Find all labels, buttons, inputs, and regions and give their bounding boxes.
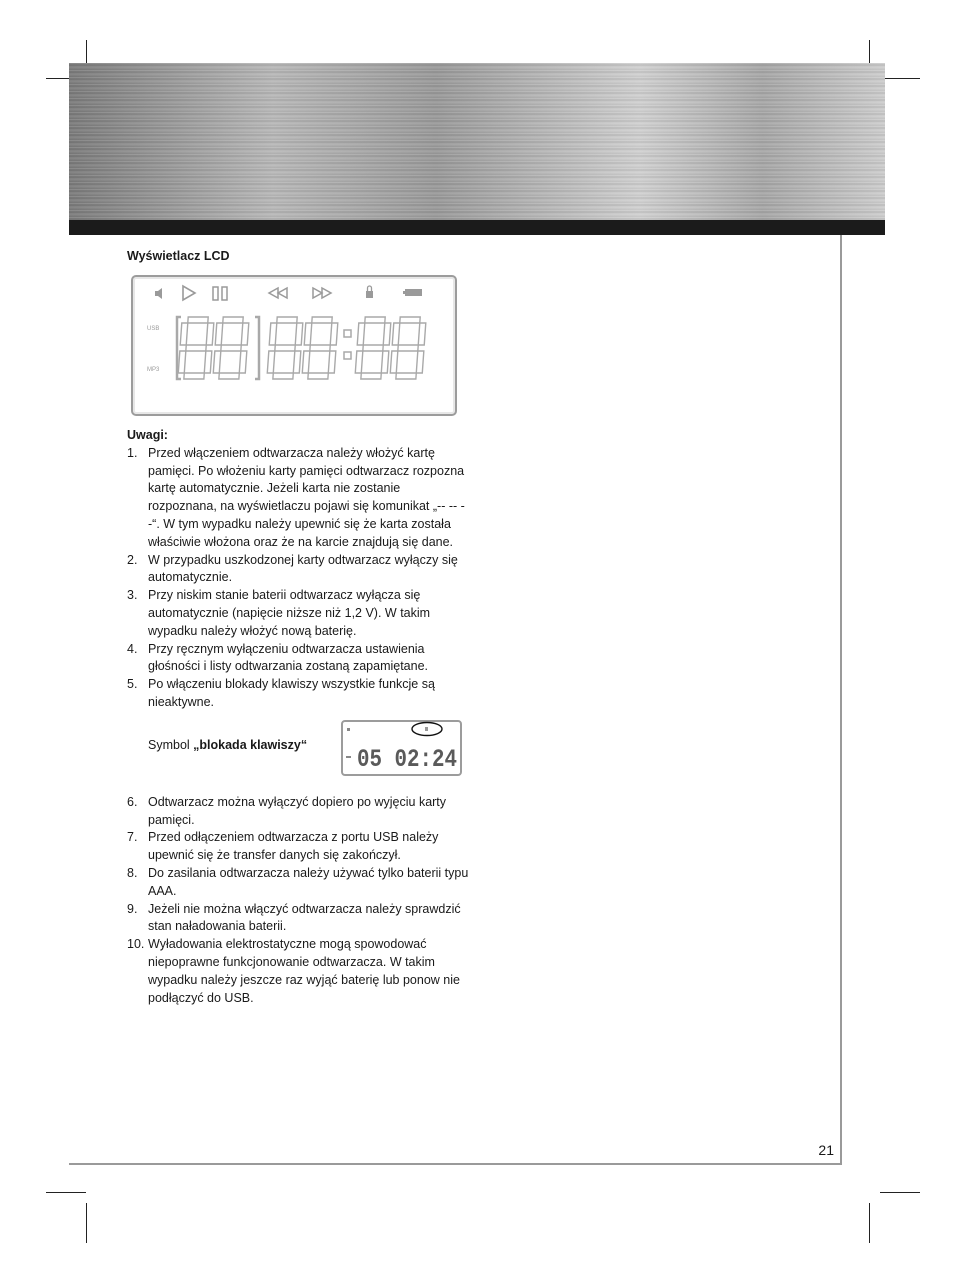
lcd-colon-top [344,330,351,337]
note-number: 8. [127,865,138,880]
key-lock-symbol-row [127,719,472,790]
note-text: Wyładowania elektrostatyczne mogą spowodować niepoprawne funkcjonowanie odtwarzacza. W takim wypadku należy jeszcze raz wyjąć baterię lub ponow nie podłączyć do USB. [148,937,460,1005]
header-metal-band [69,63,885,220]
lcd-colon-bottom [344,352,351,359]
crop-mark [46,1192,86,1193]
crop-mark [869,1203,870,1243]
note-item [127,794,472,830]
note-text: Przy niskim stanie baterii odtwarzacz wyłącza się automatycznie (napięcie niższe niż 1,2 V). W takim wypadku należy włożyć nową baterię. [148,588,431,638]
lcd-segment-digit [178,317,213,379]
small-lock-icon [425,727,428,731]
play-icon [183,286,195,300]
lcd-segment-digits [178,317,425,379]
lcd-label-usb: USB [147,326,160,332]
right-margin-rule [840,235,842,1165]
note-text: Przed włączeniem odtwarzacza należy włożyć kartę pamięci. Po włożeniu karty pamięci odtwarzacz rozpozna kartę automatycznie. Jeżeli karta nie zostanie rozpoznana, na wyświetlaczu pojawi się komunikat „-- -- --“. W tym wypadku należy upewnić się że karta została właściwie włożona oraz że na karcie znajdują się dane. [148,445,465,549]
note-text: Odtwarzacz można wyłączyć dopiero po wyjęciu karty pamięci. [148,794,447,827]
note-item [127,445,472,552]
note-text: Jeżeli nie można włączyć odtwarzacza należy sprawdzić stan naładowania baterii. [148,901,461,934]
note-item [127,641,472,677]
crop-mark [880,1192,920,1193]
note-item [127,676,472,712]
lcd-segment-digit [302,317,337,379]
note-text: Przy ręcznym wyłączeniu odtwarzacza ustawienia głośności i listy odtwarzania zostaną zapamiętane. [148,641,429,674]
note-text: W przypadku uszkodzonej karty odtwarzacz wyłączy się automatycznie. [148,552,458,585]
battery-icon [403,289,422,296]
note-text: Po włączeniu blokady klawiszy wszystkie funkcje są nieaktywne. [148,677,435,709]
note-item [127,936,472,1007]
note-item [127,829,472,865]
crop-mark [86,1203,87,1243]
lock-icon [366,286,373,298]
note-number: 2. [127,552,138,567]
note-item [127,901,472,937]
lcd-bracket-right [255,317,259,379]
fast-forward-icon [313,288,331,298]
note-number: 1. [127,445,138,460]
section-title: Wyświetlacz LCD [127,249,230,263]
key-lock-lcd-illustration [341,720,462,776]
lcd-display-graphic [133,277,459,418]
note-text: Do zasilania odtwarzacza należy używać tylko baterii typu AAA. [148,865,469,898]
note-number: 9. [127,901,138,916]
note-number: 6. [127,794,138,809]
note-number: 4. [127,641,138,656]
header-rule [69,220,885,235]
volume-icon [155,288,162,299]
lcd-segment-digit [355,317,390,379]
notes-title: Uwagi: [127,428,168,442]
notes-section [127,427,472,1007]
lcd-display-illustration [131,275,457,416]
pause-icon [213,287,227,300]
footer-rule [69,1163,842,1165]
page-number: 21 [818,1142,834,1158]
rewind-icon [269,288,287,298]
note-item [127,587,472,640]
lcd-label-mp3: MP3 [147,367,160,373]
crop-mark [880,78,920,79]
note-number: 3. [127,588,138,603]
note-text: Przed odłączeniem odtwarzacza z portu USB należy upewnić się że transfer danych się zakończył. [148,830,439,863]
lcd-segment-digit [213,317,248,379]
small-lcd-digits: 05 02:24 [357,744,457,774]
note-number: 10. [127,937,145,952]
key-lock-lcd-graphic [343,722,464,778]
lcd-segment-digit [390,317,425,379]
note-item [127,552,472,588]
note-number: 7. [127,830,138,845]
key-lock-symbol-label: Symbol „blokada klawiszy“ [148,737,308,752]
small-dash [346,756,351,758]
note-item [127,865,472,901]
note-number: 5. [127,677,138,692]
lcd-segment-digit [267,317,302,379]
small-volume-icon [347,728,350,731]
